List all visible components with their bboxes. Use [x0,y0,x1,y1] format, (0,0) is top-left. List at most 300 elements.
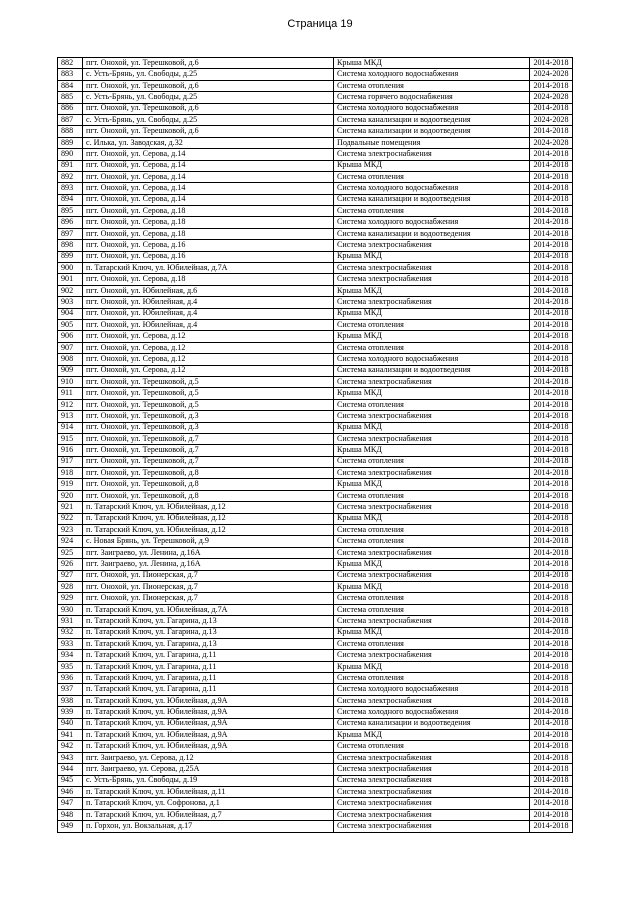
work-type-cell: Система горячего водоснабжения [334,92,530,103]
row-number-cell: 939 [58,707,83,718]
work-type-cell: Система электроснабжения [334,775,530,786]
period-cell: 2014-2018 [530,308,573,319]
row-number-cell: 940 [58,718,83,729]
table-row [58,695,573,706]
period-cell: 2014-2018 [530,285,573,296]
address-cell: пгт. Онохой, ул. Серова, д.18 [83,274,334,285]
row-number-cell: 928 [58,581,83,592]
work-type-cell: Система холодного водоснабжения [334,684,530,695]
period-cell: 2014-2018 [530,707,573,718]
table-row [58,228,573,239]
address-cell: с. Новая Брянь, ул. Терешковой, д.9 [83,536,334,547]
work-type-cell: Система отопления [334,673,530,684]
work-type-cell: Система электроснабжения [334,376,530,387]
period-cell: 2014-2018 [530,342,573,353]
work-type-cell: Система отопления [334,171,530,182]
row-number-cell: 917 [58,456,83,467]
row-number-cell: 904 [58,308,83,319]
work-type-cell: Крыша МКД [334,479,530,490]
address-cell: пгт. Заиграево, ул. Ленина, д.16А [83,547,334,558]
period-cell: 2014-2018 [530,627,573,638]
row-number-cell: 891 [58,160,83,171]
address-cell: п. Татарский Ключ, ул. Юбилейная, д.7А [83,604,334,615]
period-cell: 2014-2018 [530,718,573,729]
table-row [58,194,573,205]
work-type-cell: Система электроснабжения [334,411,530,422]
row-number-cell: 937 [58,684,83,695]
table-row [58,80,573,91]
address-cell: пгт. Онохой, ул. Пионерская, д.7 [83,581,334,592]
table-row [58,536,573,547]
row-number-cell: 919 [58,479,83,490]
address-cell: п. Татарский Ключ, ул. Юбилейная, д.9А [83,730,334,741]
row-number-cell: 927 [58,570,83,581]
table-row [58,730,573,741]
table-row [58,365,573,376]
period-cell: 2014-2018 [530,479,573,490]
work-type-cell: Система отопления [334,604,530,615]
work-type-cell: Система холодного водоснабжения [334,354,530,365]
work-type-cell: Крыша МКД [334,661,530,672]
table-row [58,570,573,581]
address-cell: пгт. Онохой, ул. Терешковой, д.6 [83,80,334,91]
table-row [58,206,573,217]
table-row [58,263,573,274]
period-cell: 2014-2018 [530,206,573,217]
work-type-cell: Крыша МКД [334,513,530,524]
address-cell: пгт. Заиграево, ул. Серова, д.25А [83,764,334,775]
period-cell: 2014-2018 [530,809,573,820]
work-type-cell: Крыша МКД [334,331,530,342]
row-number-cell: 884 [58,80,83,91]
address-cell: п. Татарский Ключ, ул. Гагарина, д.11 [83,673,334,684]
row-number-cell: 920 [58,490,83,501]
table-row [58,787,573,798]
table-row [58,752,573,763]
address-cell: п. Татарский Ключ, ул. Гагарина, д.13 [83,616,334,627]
period-cell: 2014-2018 [530,502,573,513]
repair-schedule-table [57,57,573,833]
row-number-cell: 889 [58,137,83,148]
row-number-cell: 910 [58,376,83,387]
period-cell: 2014-2018 [530,821,573,832]
address-cell: с. Усть-Брянь, ул. Свободы, д.25 [83,69,334,80]
work-type-cell: Система холодного водоснабжения [334,707,530,718]
address-cell: пгт. Онохой, ул. Терешковой, д.8 [83,468,334,479]
work-type-cell: Система канализации и водоотведения [334,228,530,239]
work-type-cell: Система холодного водоснабжения [334,183,530,194]
table-row [58,285,573,296]
table-row [58,58,573,69]
period-cell: 2014-2018 [530,240,573,251]
table-row [58,376,573,387]
work-type-cell: Крыша МКД [334,581,530,592]
table-row [58,103,573,114]
work-type-cell: Система электроснабжения [334,650,530,661]
table-row [58,114,573,125]
address-cell: пгт. Онохой, ул. Серова, д.14 [83,160,334,171]
table-row [58,718,573,729]
period-cell: 2014-2018 [530,171,573,182]
row-number-cell: 913 [58,411,83,422]
address-cell: пгт. Заиграево, ул. Ленина, д.16А [83,559,334,570]
work-type-cell: Крыша МКД [334,730,530,741]
table-row [58,798,573,809]
period-cell: 2014-2018 [530,695,573,706]
work-type-cell: Система отопления [334,490,530,501]
address-cell: п. Татарский Ключ, ул. Юбилейная, д.9А [83,718,334,729]
work-type-cell: Система отопления [334,638,530,649]
period-cell: 2014-2018 [530,160,573,171]
work-type-cell: Система электроснабжения [334,547,530,558]
work-type-cell: Система отопления [334,456,530,467]
address-cell: п. Татарский Ключ, ул. Юбилейная, д.9А [83,707,334,718]
period-cell: 2014-2018 [530,536,573,547]
address-cell: пгт. Онохой, ул. Серова, д.18 [83,228,334,239]
period-cell: 2014-2018 [530,228,573,239]
work-type-cell: Система канализации и водоотведения [334,718,530,729]
row-number-cell: 947 [58,798,83,809]
table-row [58,399,573,410]
period-cell: 2014-2018 [530,616,573,627]
period-cell: 2014-2018 [530,183,573,194]
period-cell: 2024-2028 [530,92,573,103]
address-cell: с. Илька, ул. Заводская, д.32 [83,137,334,148]
period-cell: 2014-2018 [530,730,573,741]
work-type-cell: Система электроснабжения [334,764,530,775]
period-cell: 2024-2028 [530,137,573,148]
address-cell: пгт. Онохой, ул. Серова, д.14 [83,194,334,205]
row-number-cell: 899 [58,251,83,262]
work-type-cell: Система канализации и водоотведения [334,114,530,125]
row-number-cell: 896 [58,217,83,228]
period-cell: 2024-2028 [530,114,573,125]
work-type-cell: Система отопления [334,741,530,752]
address-cell: пгт. Онохой, ул. Пионерская, д.7 [83,570,334,581]
table-row [58,149,573,160]
table-row [58,183,573,194]
period-cell: 2014-2018 [530,263,573,274]
address-cell: пгт. Онохой, ул. Терешковой, д.8 [83,479,334,490]
work-type-cell: Система электроснабжения [334,240,530,251]
table-row [58,741,573,752]
table-row [58,319,573,330]
period-cell: 2014-2018 [530,673,573,684]
period-cell: 2014-2018 [530,58,573,69]
work-type-cell: Система отопления [334,399,530,410]
address-cell: п. Татарский Ключ, ул. Юбилейная, д.9А [83,741,334,752]
period-cell: 2024-2028 [530,69,573,80]
period-cell: 2014-2018 [530,80,573,91]
work-type-cell: Система электроснабжения [334,433,530,444]
period-cell: 2014-2018 [530,456,573,467]
work-type-cell: Система канализации и водоотведения [334,365,530,376]
address-cell: пгт. Онохой, ул. Терешковой, д.7 [83,445,334,456]
work-type-cell: Крыша МКД [334,58,530,69]
work-type-cell: Крыша МКД [334,251,530,262]
row-number-cell: 890 [58,149,83,160]
address-cell: п. Татарский Ключ, ул. Гагарина, д.13 [83,638,334,649]
period-cell: 2014-2018 [530,217,573,228]
row-number-cell: 906 [58,331,83,342]
address-cell: пгт. Онохой, ул. Юбилейная, д.4 [83,319,334,330]
table-row [58,445,573,456]
table-row [58,559,573,570]
row-number-cell: 903 [58,297,83,308]
period-cell: 2014-2018 [530,297,573,308]
address-cell: пгт. Онохой, ул. Серова, д.18 [83,217,334,228]
work-type-cell: Крыша МКД [334,388,530,399]
work-type-cell: Система отопления [334,593,530,604]
table-row [58,616,573,627]
table-row [58,422,573,433]
work-type-cell: Крыша МКД [334,445,530,456]
table-row [58,251,573,262]
table-row [58,707,573,718]
table-row [58,593,573,604]
table-row [58,581,573,592]
work-type-cell: Система электроснабжения [334,149,530,160]
table-row [58,661,573,672]
work-type-cell: Система электроснабжения [334,502,530,513]
table-row [58,775,573,786]
work-type-cell: Система электроснабжения [334,787,530,798]
address-cell: п. Горхон, ул. Вокзальная, д.17 [83,821,334,832]
period-cell: 2014-2018 [530,399,573,410]
row-number-cell: 936 [58,673,83,684]
row-number-cell: 882 [58,58,83,69]
row-number-cell: 948 [58,809,83,820]
work-type-cell: Система канализации и водоотведения [334,126,530,137]
row-number-cell: 925 [58,547,83,558]
period-cell: 2014-2018 [530,684,573,695]
address-cell: пгт. Онохой, ул. Серова, д.16 [83,251,334,262]
page-number-header: Страница 19 [287,18,353,30]
address-cell: п. Татарский Ключ, ул. Юбилейная, д.7 [83,809,334,820]
row-number-cell: 921 [58,502,83,513]
address-cell: пгт. Онохой, ул. Терешковой, д.6 [83,103,334,114]
row-number-cell: 909 [58,365,83,376]
work-type-cell: Крыша МКД [334,559,530,570]
table-row [58,137,573,148]
address-cell: п. Татарский Ключ, ул. Юбилейная, д.12 [83,513,334,524]
address-cell: п. Татарский Ключ, ул. Юбилейная, д.11 [83,787,334,798]
period-cell: 2014-2018 [530,775,573,786]
table-row [58,297,573,308]
work-type-cell: Система электроснабжения [334,468,530,479]
table-row [58,502,573,513]
period-cell: 2014-2018 [530,525,573,536]
address-cell: пгт. Онохой, ул. Серова, д.12 [83,342,334,353]
row-number-cell: 945 [58,775,83,786]
table-row [58,308,573,319]
table-row [58,673,573,684]
row-number-cell: 886 [58,103,83,114]
table-row [58,513,573,524]
row-number-cell: 915 [58,433,83,444]
work-type-cell: Система электроснабжения [334,752,530,763]
period-cell: 2014-2018 [530,411,573,422]
work-type-cell: Крыша МКД [334,422,530,433]
address-cell: пгт. Онохой, ул. Серова, д.14 [83,149,334,160]
period-cell: 2014-2018 [530,251,573,262]
period-cell: 2014-2018 [530,638,573,649]
row-number-cell: 895 [58,206,83,217]
period-cell: 2014-2018 [530,194,573,205]
period-cell: 2014-2018 [530,126,573,137]
work-type-cell: Система отопления [334,80,530,91]
address-cell: пгт. Онохой, ул. Серова, д.14 [83,183,334,194]
work-type-cell: Подвальные помещения [334,137,530,148]
row-number-cell: 892 [58,171,83,182]
period-cell: 2014-2018 [530,388,573,399]
work-type-cell: Система отопления [334,525,530,536]
address-cell: п. Татарский Ключ, ул. Юбилейная, д.12 [83,525,334,536]
row-number-cell: 930 [58,604,83,615]
row-number-cell: 905 [58,319,83,330]
table-row [58,342,573,353]
work-type-cell: Система электроснабжения [334,297,530,308]
row-number-cell: 914 [58,422,83,433]
table-row [58,604,573,615]
address-cell: пгт. Онохой, ул. Терешковой, д.3 [83,422,334,433]
address-cell: п. Татарский Ключ, ул. Софронова, д.1 [83,798,334,809]
table-row [58,171,573,182]
address-cell: с. Усть-Брянь, ул. Свободы, д.19 [83,775,334,786]
table-row [58,479,573,490]
work-type-cell: Система электроснабжения [334,570,530,581]
address-cell: с. Усть-Брянь, ул. Свободы, д.25 [83,114,334,125]
address-cell: пгт. Онохой, ул. Терешковой, д.5 [83,376,334,387]
table-row [58,160,573,171]
period-cell: 2014-2018 [530,103,573,114]
period-cell: 2014-2018 [530,604,573,615]
row-number-cell: 942 [58,741,83,752]
row-number-cell: 946 [58,787,83,798]
row-number-cell: 932 [58,627,83,638]
period-cell: 2014-2018 [530,354,573,365]
table-row [58,217,573,228]
table-row [58,126,573,137]
period-cell: 2014-2018 [530,593,573,604]
row-number-cell: 900 [58,263,83,274]
work-type-cell: Система электроснабжения [334,809,530,820]
table-row [58,764,573,775]
work-type-cell: Система отопления [334,206,530,217]
table-row [58,627,573,638]
period-cell: 2014-2018 [530,547,573,558]
table-row [58,274,573,285]
period-cell: 2014-2018 [530,274,573,285]
row-number-cell: 933 [58,638,83,649]
work-type-cell: Система канализации и водоотведения [334,194,530,205]
address-cell: пгт. Онохой, ул. Терешковой, д.6 [83,58,334,69]
address-cell: пгт. Онохой, ул. Юбилейная, д.4 [83,308,334,319]
table-row [58,525,573,536]
row-number-cell: 931 [58,616,83,627]
address-cell: пгт. Онохой, ул. Серова, д.12 [83,331,334,342]
row-number-cell: 908 [58,354,83,365]
work-type-cell: Крыша МКД [334,160,530,171]
table-row [58,809,573,820]
period-cell: 2014-2018 [530,468,573,479]
work-type-cell: Система электроснабжения [334,616,530,627]
period-cell: 2014-2018 [530,433,573,444]
table-row [58,92,573,103]
row-number-cell: 944 [58,764,83,775]
address-cell: п. Татарский Ключ, ул. Гагарина, д.11 [83,650,334,661]
address-cell: пгт. Онохой, ул. Серова, д.18 [83,206,334,217]
work-type-cell: Система отопления [334,319,530,330]
table-row [58,490,573,501]
address-cell: пгт. Онохой, ул. Терешковой, д.5 [83,399,334,410]
period-cell: 2014-2018 [530,490,573,501]
work-type-cell: Система холодного водоснабжения [334,103,530,114]
table-row [58,354,573,365]
row-number-cell: 912 [58,399,83,410]
row-number-cell: 916 [58,445,83,456]
period-cell: 2014-2018 [530,798,573,809]
row-number-cell: 923 [58,525,83,536]
period-cell: 2014-2018 [530,787,573,798]
period-cell: 2014-2018 [530,331,573,342]
row-number-cell: 911 [58,388,83,399]
period-cell: 2014-2018 [530,376,573,387]
table-body [58,58,573,833]
table-row [58,433,573,444]
address-cell: п. Татарский Ключ, ул. Гагарина, д.11 [83,684,334,695]
row-number-cell: 922 [58,513,83,524]
work-type-cell: Система электроснабжения [334,263,530,274]
address-cell: пгт. Онохой, ул. Терешковой, д.7 [83,456,334,467]
row-number-cell: 941 [58,730,83,741]
period-cell: 2014-2018 [530,319,573,330]
row-number-cell: 943 [58,752,83,763]
work-type-cell: Система отопления [334,342,530,353]
row-number-cell: 883 [58,69,83,80]
period-cell: 2014-2018 [530,661,573,672]
period-cell: 2014-2018 [530,422,573,433]
table-row [58,240,573,251]
address-cell: с. Усть-Брянь, ул. Свободы, д.25 [83,92,334,103]
row-number-cell: 898 [58,240,83,251]
address-cell: пгт. Онохой, ул. Серова, д.14 [83,171,334,182]
period-cell: 2014-2018 [530,365,573,376]
address-cell: пгт. Онохой, ул. Терешковой, д.7 [83,433,334,444]
row-number-cell: 902 [58,285,83,296]
row-number-cell: 907 [58,342,83,353]
table-row [58,650,573,661]
address-cell: пгт. Онохой, ул. Серова, д.12 [83,365,334,376]
address-cell: пгт. Онохой, ул. Терешковой, д.6 [83,126,334,137]
row-number-cell: 924 [58,536,83,547]
table-row [58,547,573,558]
row-number-cell: 934 [58,650,83,661]
table-row [58,331,573,342]
address-cell: п. Татарский Ключ, ул. Гагарина, д.11 [83,661,334,672]
work-type-cell: Система электроснабжения [334,274,530,285]
period-cell: 2014-2018 [530,581,573,592]
row-number-cell: 949 [58,821,83,832]
row-number-cell: 894 [58,194,83,205]
period-cell: 2014-2018 [530,513,573,524]
address-cell: пгт. Онохой, ул. Юбилейная, д.4 [83,297,334,308]
period-cell: 2014-2018 [530,559,573,570]
row-number-cell: 887 [58,114,83,125]
period-cell: 2014-2018 [530,570,573,581]
table-row [58,411,573,422]
address-cell: п. Татарский Ключ, ул. Юбилейная, д.9А [83,695,334,706]
